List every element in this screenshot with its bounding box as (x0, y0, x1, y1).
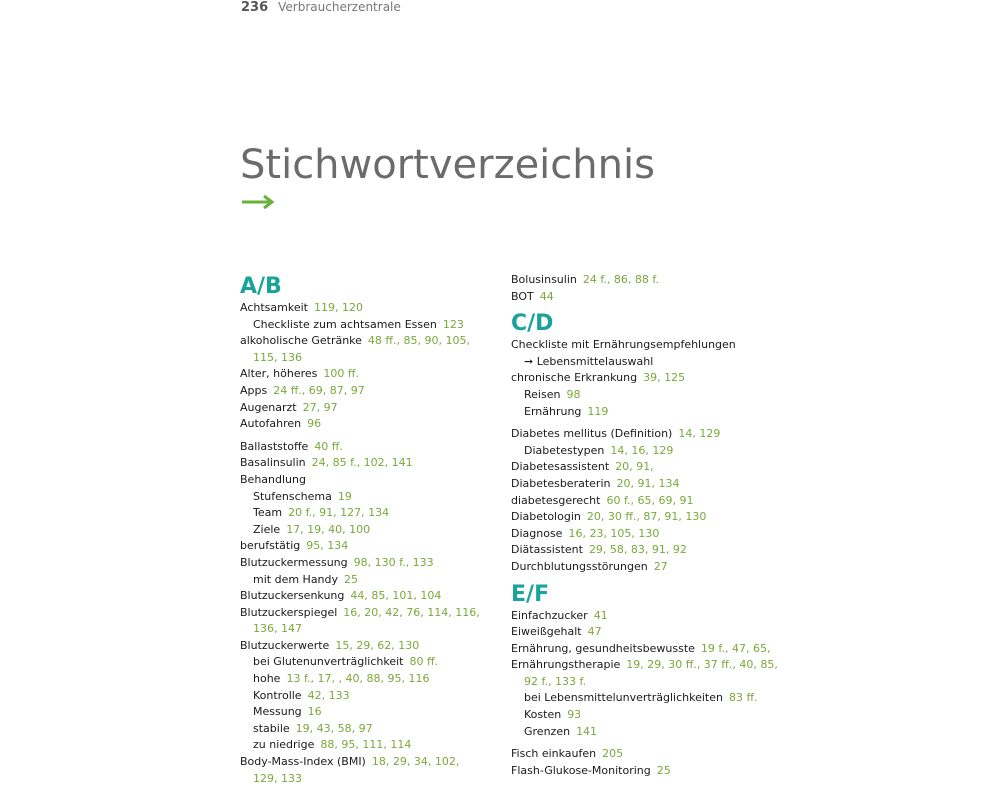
index-subentry: mit dem Handy 25 (253, 572, 359, 586)
index-subentry: hohe 13 f., 17, , 40, 88, 95, 116 (253, 672, 430, 686)
index-subentry: stabile 19, 43, 58, 97 (253, 721, 373, 735)
index-entry: Autofahren 96 (240, 417, 322, 431)
index-entry: alkoholische Getränke 48 ff., 85, 90, 105, (240, 334, 470, 348)
index-entry: Eiweißgehalt 47 (511, 625, 602, 639)
index-subentry: Grenzen 141 (524, 724, 598, 738)
index-entry: Ernährung, gesundheitsbewusste 19 f., 47, 65, (511, 641, 771, 655)
index-subentry: Stufenschema 19 (253, 489, 352, 503)
section-letter-ef: E/F (511, 581, 550, 607)
index-subentry: Kosten 93 (524, 708, 582, 722)
index-entry-continuation: 136, 147 (253, 622, 302, 636)
index-entry: Diagnose 16, 23, 105, 130 (511, 526, 660, 540)
index-entry-continuation: 92 f., 133 f. (524, 674, 587, 688)
running-header (241, 0, 401, 15)
index-entry: Behandlung (240, 472, 306, 486)
index-column-left (240, 274, 510, 787)
index-entry: berufstätig 95, 134 (240, 539, 349, 553)
index-entry: Achtsamkeit 119, 120 (240, 301, 363, 314)
index-subentry: Reisen 98 (524, 387, 581, 401)
index-entry: Fisch einkaufen 205 (511, 747, 624, 761)
index-entry: Diabetologin 20, 30 ff., 87, 91, 130 (511, 510, 707, 524)
arrow-right-icon (242, 194, 278, 210)
page-title: Stichwortverzeichnis (240, 142, 655, 188)
index-entry: chronische Erkrankung 39, 125 (511, 371, 686, 385)
index-entry: Basalinsulin 24, 85 f., 102, 141 (240, 456, 413, 470)
index-subentry: Messung 16 (253, 705, 322, 719)
index-subentry: Diabetestypen 14, 16, 129 (524, 443, 674, 457)
index-entry: Checkliste mit Ernährungsempfehlungen (511, 338, 736, 352)
index-entry: Diabetesassistent 20, 91, (511, 460, 654, 474)
index-entry: Diätassistent 29, 58, 83, 91, 92 (511, 543, 687, 557)
index-entry: Alter, höheres 100 ff. (240, 367, 359, 381)
index-entry: Ballaststoffe 40 ff. (240, 439, 343, 453)
index-subentry: bei Lebensmittelunverträglichkeiten 83 ff. (524, 691, 758, 705)
index-entry: Diabetesberaterin 20, 91, 134 (511, 476, 680, 490)
index-entry: Durchblutungsstörungen 27 (511, 559, 668, 573)
publisher-name: Verbraucherzentrale (278, 0, 401, 14)
index-subentry: bei Glutenunverträglichkeit 80 ff. (253, 655, 439, 669)
index-entry-continuation: 129, 133 (253, 771, 302, 785)
index-subentry: Kontrolle 42, 133 (253, 688, 350, 702)
index-entry: Blutzuckermessung 98, 130 f., 133 (240, 555, 434, 569)
index-crossref: ➞ Lebensmittelauswahl (524, 354, 654, 368)
index-subentry: Ziele 17, 19, 40, 100 (253, 522, 371, 536)
section-letter-ab: A/B (240, 274, 282, 299)
index-subentry: Ernährung 119 (524, 404, 609, 418)
section-letter-cd: C/D (511, 311, 554, 337)
index-entry: Augenarzt 27, 97 (240, 400, 338, 414)
index-entry: Blutzuckersenkung 44, 85, 101, 104 (240, 589, 442, 603)
index-entry: Diabetes mellitus (Definition) 14, 129 (511, 427, 721, 441)
index-entry: BOT 44 (511, 289, 554, 303)
index-entry: Apps 24 ff., 69, 87, 97 (240, 383, 365, 397)
index-entry: Flash-Glukose-Monitoring 25 (511, 763, 671, 777)
index-entry: Ernährungstherapie 19, 29, 30 ff., 37 ff., 40, 85, (511, 658, 778, 672)
page-number: 236 (241, 0, 269, 15)
index-entry: diabetesgerecht 60 f., 65, 69, 91 (511, 493, 694, 507)
index-entry: Einfachzucker 41 (511, 608, 608, 622)
index-entry-continuation: 115, 136 (253, 350, 302, 364)
index-subentry: Checkliste zum achtsamen Essen 123 (253, 317, 464, 331)
index-entry: Bolusinsulin 24 f., 86, 88 f. (511, 273, 659, 286)
index-subentry: zu niedrige 88, 95, 111, 114 (253, 738, 412, 752)
index-entry: Blutzuckerwerte 15, 29, 62, 130 (240, 638, 420, 652)
index-entry: Blutzuckerspiegel 16, 20, 42, 76, 114, 116, (240, 605, 480, 619)
index-entry: Body-Mass-Index (BMI) 18, 29, 34, 102, (240, 755, 460, 769)
index-column-right (511, 272, 781, 779)
index-subentry: Team 20 f., 91, 127, 134 (253, 506, 390, 520)
